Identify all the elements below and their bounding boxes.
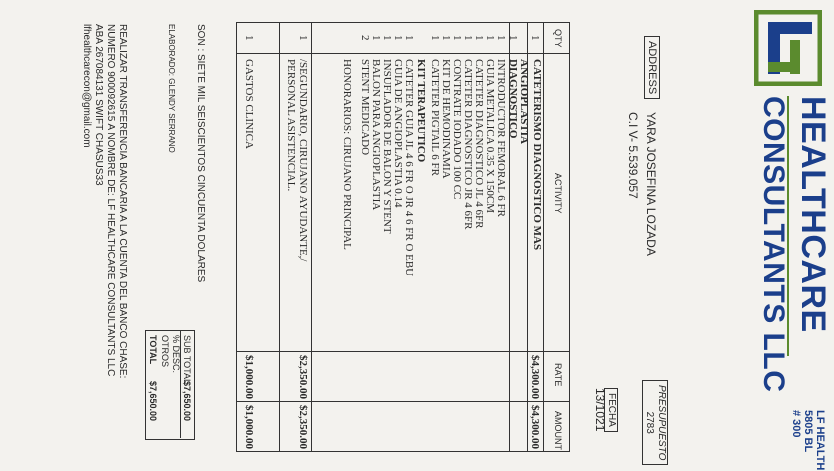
budget-table	[236, 22, 570, 452]
desc-label: % DESC.	[171, 335, 181, 374]
company-stamp	[790, 410, 826, 470]
row-separator	[311, 23, 312, 451]
bank-email: lfhealthcarecon@gmail.com	[81, 24, 92, 148]
rate-cell: $4,300.00	[529, 355, 541, 399]
company-name-line2: CONSULTANTS LLC	[757, 96, 790, 393]
qty-cell: 1	[429, 35, 441, 41]
qty-cell: 1	[451, 35, 463, 41]
col-separator	[237, 401, 569, 402]
diag-item: CONTRATE IODADO 100 CC	[451, 59, 463, 200]
totals-box	[145, 330, 195, 440]
qty-cell: 1	[473, 35, 485, 41]
honorarios-line3: PERSONAL ASISTENCIAL.	[285, 59, 297, 192]
address-label: ADDRESS	[644, 36, 660, 99]
qty-cell: 1	[495, 35, 507, 41]
qty-cell: 2	[359, 35, 371, 41]
diag-item: CATETER DIAGNOSTICO JL 4 6FR	[473, 59, 485, 229]
row-separator	[279, 23, 280, 451]
honorarios-line2: /SEGUNDARIO, CIRUJANO AYUDANTE,/	[297, 59, 309, 262]
logo-lf-icon	[754, 10, 822, 86]
diag-item: GUIA METALICA 0.35 X 150CM	[484, 59, 496, 214]
subtotal-value: $7,650.00	[182, 381, 192, 422]
terap-item: BALON PARA ANGIOPLASTIA	[370, 59, 382, 211]
header-rate: RATE	[553, 363, 563, 387]
diag-item: CATETER DIAGNOSTICO JR 4 6FR	[462, 59, 474, 230]
presupuesto-box	[642, 380, 668, 465]
terap-item: INSUFLADOR DE BALON Y STENT	[381, 59, 393, 234]
terap-item: GUIA DE ANGIOPLASTIA 0.14	[392, 59, 404, 208]
bank-line2: NUMERO 900092615 A NOMBRE DE: LF HEALTHCARE CONSULTANTS LLC	[105, 24, 116, 377]
company-logo	[754, 10, 822, 86]
amount-cell: $1,000.00	[243, 405, 255, 449]
amount-cell: $2,350.00	[297, 405, 309, 449]
diag-item: CATETER PIGTAIL 6 FR	[429, 59, 441, 176]
otros-label: OTROS	[160, 335, 170, 368]
col-separator	[237, 351, 569, 352]
header-activity: ACTIVITY	[553, 173, 563, 214]
stamp-line3: # 300	[790, 410, 802, 438]
diag-item: INTRODUCTOR FEMORAL 6 FR	[495, 59, 507, 217]
qty-cell: 1	[370, 35, 382, 41]
elaborado-por: ELABORADO: GLENDY SERRANO	[167, 24, 176, 153]
procedure-title-2: ANGIOPLASTIA	[518, 59, 530, 144]
qty-cell: 1	[381, 35, 393, 41]
terap-item: CATETER GUIA JL 4 6 FR O JR 4 6 FR O EBU	[403, 59, 415, 277]
amount-in-words: SON : SIETE MIL SEISCIENTOS CINCUENTA DOLARES	[195, 24, 206, 283]
company-name-line1: HEALTHCARE	[794, 96, 832, 333]
header-separator	[543, 23, 544, 451]
total-value: $7,650.00	[148, 381, 158, 422]
patient-name: YARA JOSEFINA LOZADA	[644, 112, 658, 256]
header-qty: QTY	[553, 29, 563, 48]
qty-cell: 1	[484, 35, 496, 41]
bank-line3: ABA 267084131 SWIFT CHASUS33	[93, 24, 104, 186]
qty-cell: 1	[403, 35, 415, 41]
subtotal-label: SUB TOTAL	[182, 335, 192, 385]
presupuesto-label: PRESUPUESTO	[656, 385, 667, 461]
header-amount: AMOUNT	[553, 411, 563, 450]
stamp-line1: LF HEALTH	[814, 410, 826, 471]
terapeutico-title: KIT TERAPEUTICO	[415, 59, 427, 163]
terap-item: STENT MEDICADO	[359, 59, 371, 156]
diagnostico-title: DIAGNOSTICO	[507, 59, 519, 139]
qty-cell: 1	[529, 35, 541, 41]
procedure-title: CATETERISMO DIAGNOSTICO MAS	[531, 59, 543, 251]
col-separator	[237, 53, 569, 54]
presupuesto-number: 2783	[644, 411, 655, 434]
honorarios-line1: HONORARIOS: CIRUJANO PRINCIPAL	[341, 59, 353, 250]
gastos-label: GASTOS CLINICA	[243, 59, 255, 149]
qty-cell: 1	[462, 35, 474, 41]
rate-cell: $1,000.00	[243, 355, 255, 399]
qty-cell: 1	[243, 35, 255, 41]
qty-cell: 1	[507, 35, 519, 41]
qty-cell: 1	[392, 35, 404, 41]
stamp-line2: 5805 BL	[802, 410, 814, 453]
diag-item: KIT DE HEMODINAMIA	[440, 59, 452, 179]
amount-cell: $4,300.00	[529, 405, 541, 449]
patient-ci: C.I V- 5.539.057	[626, 112, 640, 199]
qty-cell: 1	[297, 35, 309, 41]
fecha-label: FECHA	[604, 388, 618, 432]
qty-cell: 1	[440, 35, 452, 41]
bank-line1: REALIZAR TRANSFERENCIA BANCARIA A LA CUENTA DEL BANCO CHASE:	[117, 24, 128, 379]
rate-cell: $2,350.00	[297, 355, 309, 399]
fecha-value: 13/1021	[593, 388, 607, 432]
total-label: TOTAL	[148, 335, 158, 365]
